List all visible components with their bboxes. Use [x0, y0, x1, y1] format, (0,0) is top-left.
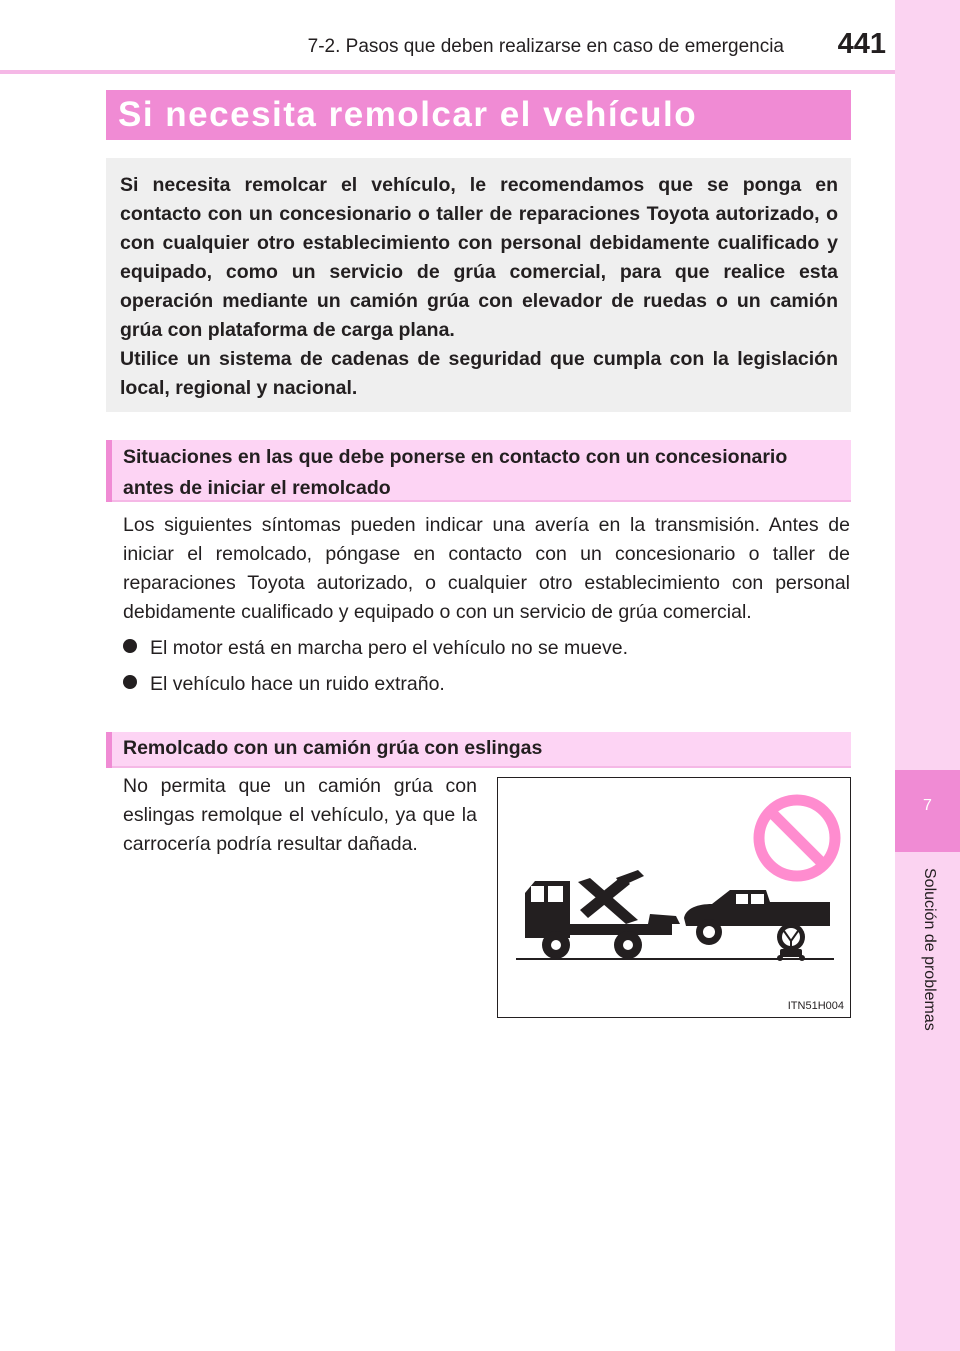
bullet-icon: [123, 675, 137, 689]
intro-paragraph-1: Si necesita remolcar el vehículo, le recomendamos que se ponga en contacto con un concesionario o taller de reparaciones Toyota autorizado, o con cualquier otro establecimiento con personal debidamente cualificado y equipado, como un servicio de grúa comercial, para que realice esta operación mediante un camión grúa con elevador de ruedas o un camión grúa con plataforma de carga plana.: [120, 174, 838, 341]
figure-code: ITN51H004: [787, 1000, 844, 1012]
bullet-item: [123, 634, 850, 663]
header-rule: [0, 70, 895, 74]
subheading-dealer-contact: [106, 440, 851, 502]
tow-truck-illustration: [497, 777, 851, 1018]
subheading-sling-tow-text: Remolcado con un camión grúa con eslingas: [123, 737, 543, 759]
intro-box: [106, 158, 851, 412]
intro-text: [120, 171, 838, 403]
chapter-side-tab: [895, 0, 960, 1351]
subheading-sling-tow: [106, 732, 851, 768]
transmission-symptoms-text: Los siguientes síntomas pueden indicar una avería en la transmisión. Antes de iniciar el remolcado, póngase en contacto con un concesionario o taller de reparaciones Toyota autorizado, o cualquier otro establecimiento con personal debidamente cualificado y equipado o con un servicio de grúa comercial.: [123, 514, 850, 623]
sling-warning-text: No permita que un camión grúa con eslingas remolque el vehículo, ya que la carrocería podría resultar dañada.: [123, 775, 477, 855]
chapter-number: 7: [923, 797, 932, 814]
tow-truck-drawing: [498, 778, 850, 1017]
prohibition-icon: [759, 800, 835, 876]
intro-paragraph-2: Utilice un sistema de cadenas de seguridad que cumpla con la legislación local, regional y nacional.: [120, 348, 838, 399]
pickup-truck-icon: [684, 890, 830, 961]
main-title: Si necesita remolcar el vehículo: [118, 95, 698, 134]
section-title: 7-2. Pasos que deben realizarse en caso de emergencia: [307, 36, 784, 57]
chapter-number-box: [895, 770, 960, 852]
bullet-item: [123, 670, 850, 699]
bullet-text: El vehículo hace un ruido extraño.: [150, 673, 445, 695]
page-number: 441: [837, 28, 886, 60]
main-title-bar: [106, 90, 851, 140]
bullet-text: El motor está en marcha pero el vehículo no se mueve.: [150, 637, 628, 659]
subheading-dealer-contact-text: Situaciones en las que debe ponerse en contacto con un concesionario antes de iniciar el remolcado: [123, 446, 788, 499]
chapter-title: Solución de problemas: [921, 868, 938, 1031]
bullet-icon: [123, 639, 137, 653]
tow-truck-icon: [525, 870, 680, 959]
